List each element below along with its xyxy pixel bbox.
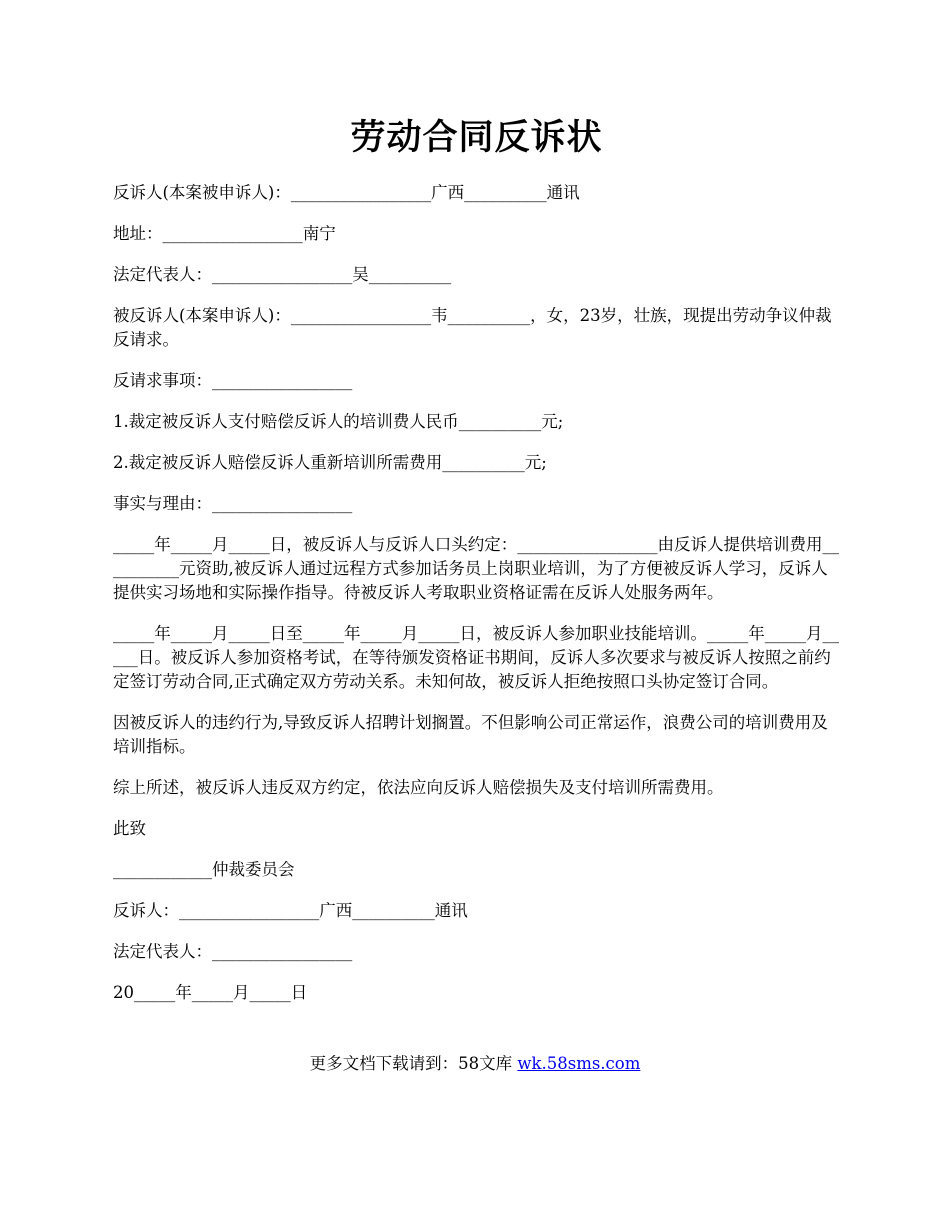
footer-text: 更多文档下载请到：58文库 bbox=[309, 1054, 518, 1073]
facts-paragraph-1: _____年_____月_____日，被反诉人与反诉人口头约定：_________________由反诉人提供培训费用__________元资助,被反诉人通过远程方式参加话务员上岗职业培训，为了方便被反诉人学习，反诉人提供实习场地和实际操作指导。待被反诉人考取职业资格证需在反诉人处服务两年。 bbox=[113, 535, 839, 602]
arbitration-committee-line: ____________仲裁委员会 bbox=[113, 860, 295, 879]
claim-item-1: 1.裁定被反诉人支付赔偿反诉人的培训费人民币__________元; bbox=[113, 412, 564, 431]
signature-counter-claimant: 反诉人：_________________广西__________通讯 bbox=[113, 901, 468, 920]
legal-representative-line: 法定代表人：_________________吴__________ bbox=[113, 265, 452, 284]
facts-reasons-heading: 事实与理由：_________________ bbox=[113, 494, 353, 513]
address-line: 地址：_________________南宁 bbox=[113, 224, 336, 243]
document-title: 劳动合同反诉状 bbox=[350, 117, 603, 158]
counter-claimant-line: 反诉人(本案被申诉人)：_________________广西__________通讯 bbox=[113, 183, 580, 202]
document-page bbox=[113, 0, 840, 1005]
counter-claims-heading: 反请求事项：_________________ bbox=[113, 371, 353, 390]
salutation: 此致 bbox=[113, 819, 146, 838]
facts-paragraph-3: 因被反诉人的违约行为,导致反诉人招聘计划搁置。不但影响公司正常运作，浪费公司的培训费用及培训指标。 bbox=[113, 713, 828, 756]
download-footer bbox=[0, 1052, 950, 1076]
respondent-line: 被反诉人(本案申诉人)：_________________韦__________，女，23岁，壮族，现提出劳动争议仲裁反请求。 bbox=[113, 306, 832, 349]
claim-item-2: 2.裁定被反诉人赔偿反诉人重新培训所需费用__________元; bbox=[113, 453, 547, 472]
footer-link[interactable]: wk.58sms.com bbox=[517, 1054, 641, 1073]
signature-legal-representative: 法定代表人：_________________ bbox=[113, 942, 353, 961]
date-line: 20_____年_____月_____日 bbox=[113, 983, 308, 1002]
conclusion-paragraph: 综上所述，被反诉人违反双方约定，依法应向反诉人赔偿损失及支付培训所需费用。 bbox=[113, 778, 724, 797]
facts-paragraph-2: _____年_____月_____日至_____年_____月_____日，被反诉人参加职业技能培训。_____年_____月_____日。被反诉人参加资格考试，在等待颁发资格证书期间，反诉人多次要求与被反诉人按照之前约定签订劳动合同,正式确定双方劳动关系。未知何故，被反诉人拒绝按照口头协定签订合同。 bbox=[113, 624, 839, 691]
